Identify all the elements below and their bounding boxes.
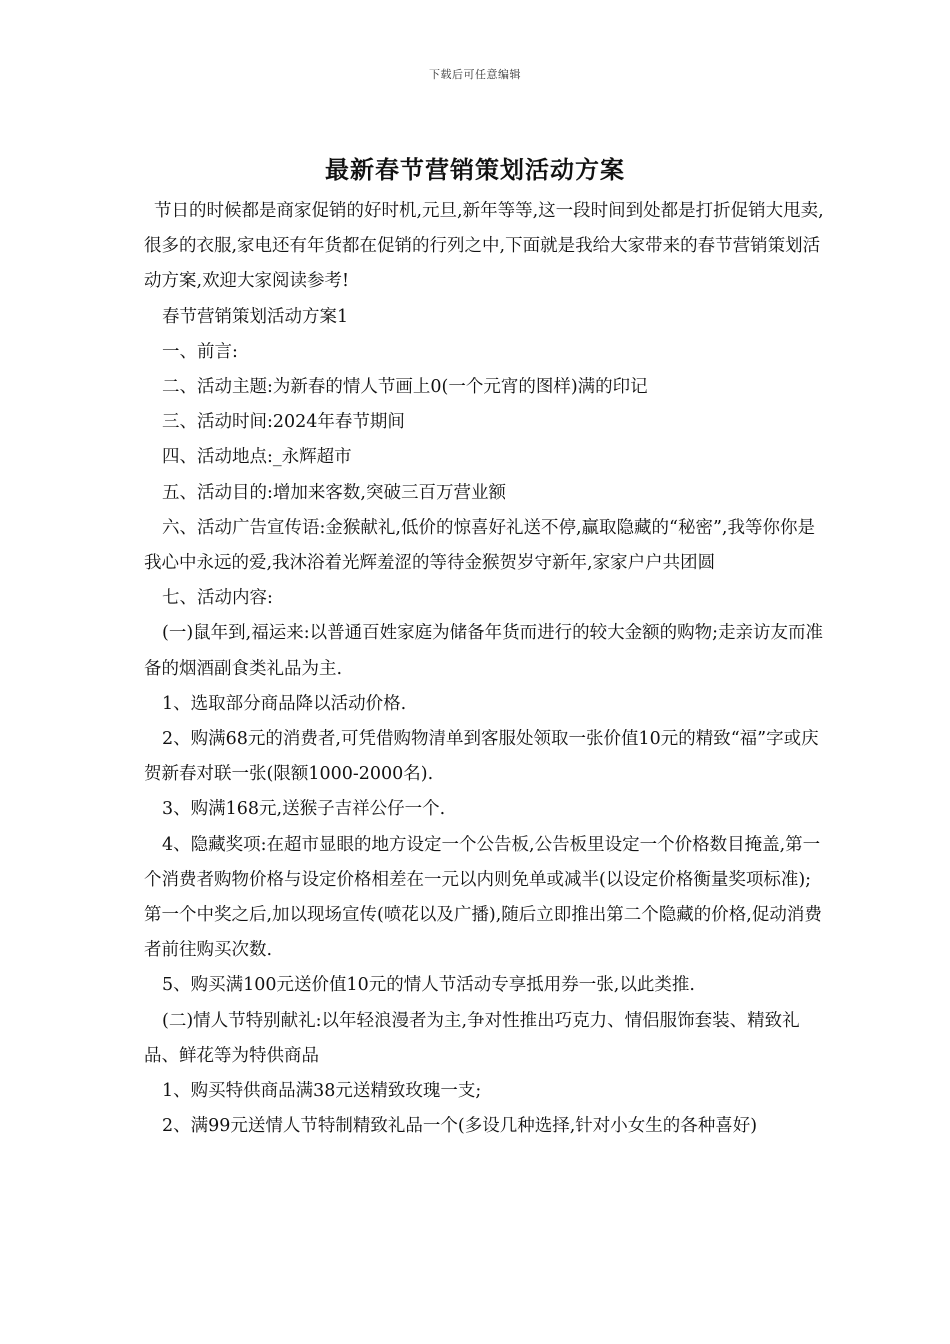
paragraph: 一、前言:: [162, 341, 238, 362]
paragraph: 4、隐藏奖项:在超市显眼的地方设定一个公告板,公告板里设定一个价格数目掩盖,第一个消费者购物价格与设定价格相差在一元以内则免单或减半(以设定价格衡量奖项标准);第一个中奖之后,加以现场宣传(喷花以及广播),随后立即推出第二个隐藏的价格,促动消费者前往购买次数.: [144, 834, 822, 961]
section-heading: 春节营销策划活动方案1: [162, 306, 349, 327]
paragraph: 五、活动目的:增加来客数,突破三百万营业额: [162, 482, 506, 503]
paragraph: 三、活动时间:2024年春节期间: [162, 412, 405, 433]
paragraph: 1、购买特供商品满38元送精致玫瑰一支;: [162, 1081, 482, 1102]
document-title: 最新春节营销策划活动方案: [325, 155, 625, 184]
document-body: [144, 194, 824, 1144]
paragraph: 六、活动广告宣传语:金猴献礼,低价的惊喜好礼送不停,赢取隐藏的“秘密”,我等你你是我心中永远的爱,我沐浴着光辉羞涩的等待金猴贺岁守新年,家家户户共团圆: [144, 517, 815, 574]
paragraph: 二、活动主题:为新春的情人节画上0(一个元宵的图样)满的印记: [162, 377, 648, 398]
paragraph: 2、购满68元的消费者,可凭借购物清单到客服处领取一张价值10元的精致“福”字或庆贺新春对联一张(限额1000-2000名).: [144, 729, 819, 785]
paragraph: 四、活动地点:_永辉超市: [162, 447, 352, 468]
intro-paragraph: 节日的时候都是商家促销的好时机,元旦,新年等等,这一段时间到处都是打折促销大甩卖,很多的衣服,家电还有年货都在促销的行列之中,下面就是我给大家带来的春节营销策划活动方案,欢迎大家阅读参考!: [144, 201, 824, 292]
paragraph: 七、活动内容:: [162, 588, 273, 609]
paragraph: (二)情人节特别献礼:以年轻浪漫者为主,争对性推出巧克力、情侣服饰套装、精致礼品、鲜花等为特供商品: [144, 1010, 800, 1066]
paragraph: (一)鼠年到,福运来:以普通百姓家庭为储备年货而进行的较大金额的购物;走亲访友而准备的烟酒副食类礼品为主.: [144, 623, 824, 679]
header-note: 下载后可任意编辑: [429, 68, 521, 81]
paragraph: 2、满99元送情人节特制精致礼品一个(多设几种选择,针对小女生的各种喜好): [162, 1116, 758, 1137]
paragraph: 1、选取部分商品降以活动价格.: [162, 693, 407, 714]
paragraph: 3、购满168元,送猴子吉祥公仔一个.: [162, 799, 446, 820]
paragraph: 5、购买满100元送价值10元的情人节活动专享抵用券一张,以此类推.: [162, 975, 695, 996]
